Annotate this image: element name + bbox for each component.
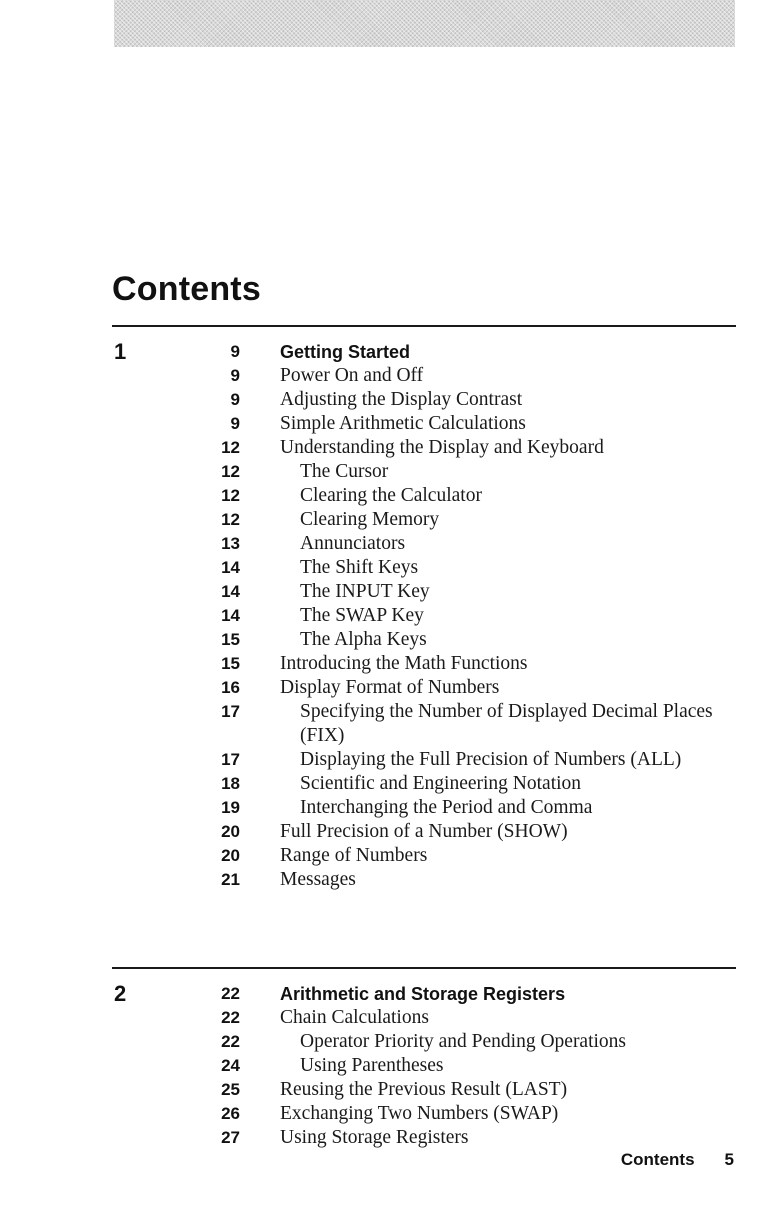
toc-entry-title: Clearing the Calculator <box>300 485 482 506</box>
toc-entry-title: The Shift Keys <box>300 557 419 578</box>
toc-entry-title: Chain Calculations <box>280 1007 429 1028</box>
toc-entry <box>112 676 736 700</box>
toc-entry-page: 18 <box>221 774 240 793</box>
toc-entry-title: Adjusting the Display Contrast <box>280 389 523 410</box>
toc-entry <box>112 772 736 796</box>
toc-entry-page: 20 <box>221 822 240 841</box>
toc-entry-page: 15 <box>221 654 240 673</box>
toc-entry-title: Annunciators <box>300 533 406 554</box>
toc-entry <box>112 580 736 604</box>
toc-entry-page: 15 <box>221 630 240 649</box>
toc-entry-page: 25 <box>221 1080 240 1099</box>
toc-entry <box>112 532 736 556</box>
toc-entry <box>112 460 736 484</box>
toc-entry <box>112 556 736 580</box>
toc-entry-title: Introducing the Math Functions <box>280 653 528 674</box>
toc-entry-page: 14 <box>221 582 240 601</box>
toc-entry-title: Reusing the Previous Result (LAST) <box>280 1079 568 1100</box>
toc-entry <box>112 1006 736 1030</box>
toc-entry <box>112 796 736 820</box>
toc-entry-title: Using Parentheses <box>300 1055 444 1076</box>
toc-entry-title: Specifying the Number of Displayed Decimal Places (FIX) <box>300 701 713 746</box>
toc-entry-title: Exchanging Two Numbers (SWAP) <box>280 1103 559 1124</box>
toc-entry-page: 20 <box>221 846 240 865</box>
chapter-1-divider <box>112 325 736 327</box>
toc-entry-page: 17 <box>221 750 240 769</box>
toc-entry-page: 9 <box>230 414 240 433</box>
toc-entry <box>112 388 736 412</box>
toc-entry-title: Scientific and Engineering Notation <box>300 773 582 794</box>
toc-entry <box>112 412 736 436</box>
toc-entry-title: Range of Numbers <box>280 845 428 866</box>
toc-entry <box>112 982 736 1006</box>
footer-label: Contents <box>620 1150 695 1169</box>
toc-entry-title: Using Storage Registers <box>280 1127 469 1148</box>
chapter-2-entries <box>112 982 736 1150</box>
toc-entry-page: 24 <box>221 1056 240 1075</box>
toc-entry <box>112 1078 736 1102</box>
footer-page-number: 5 <box>724 1150 734 1169</box>
toc-entry-page: 22 <box>221 1032 240 1051</box>
toc-entry-title: Simple Arithmetic Calculations <box>280 413 526 434</box>
chapter-2-divider <box>112 967 736 969</box>
toc-entry-title: Messages <box>280 869 356 890</box>
toc-entry <box>112 700 736 748</box>
toc-entry-title: Arithmetic and Storage Registers <box>280 984 566 1004</box>
toc-entry <box>112 508 736 532</box>
toc-entry <box>112 652 736 676</box>
toc-entry <box>112 436 736 460</box>
toc-entry-page: 14 <box>221 558 240 577</box>
chapter-number: 1 <box>114 339 127 364</box>
toc-entry-title: The Alpha Keys <box>300 629 427 650</box>
toc-entry <box>112 1030 736 1054</box>
toc-entry <box>112 340 736 364</box>
toc-entry <box>112 1126 736 1150</box>
toc-entry <box>112 484 736 508</box>
toc-entry-page: 16 <box>221 678 240 697</box>
toc-entry-title: Display Format of Numbers <box>280 677 500 698</box>
toc-entry <box>112 748 736 772</box>
page-footer <box>560 1150 734 1170</box>
chapter-1-entries <box>112 340 736 892</box>
toc-entry <box>112 1102 736 1126</box>
toc-entry-title: Getting Started <box>280 342 411 362</box>
toc-entry <box>112 628 736 652</box>
toc-entry-title: Interchanging the Period and Comma <box>300 797 593 818</box>
toc-entry <box>112 868 736 892</box>
toc-entry <box>112 604 736 628</box>
toc-entry <box>112 844 736 868</box>
toc-entry-page: 9 <box>230 390 240 409</box>
toc-entry-title: Understanding the Display and Keyboard <box>280 437 604 458</box>
toc-entry-page: 9 <box>230 366 240 385</box>
toc-entry-title: Clearing Memory <box>300 509 440 530</box>
toc-entry-title: Full Precision of a Number (SHOW) <box>280 821 568 842</box>
toc-entry <box>112 364 736 388</box>
toc-entry-title: The INPUT Key <box>300 581 430 602</box>
toc-entry-page: 27 <box>221 1128 240 1147</box>
header-pattern-bar <box>114 0 735 47</box>
toc-entry-page: 26 <box>221 1104 240 1123</box>
toc-entry-page: 9 <box>230 342 240 361</box>
toc-entry-page: 12 <box>221 438 240 457</box>
toc-entry-page: 13 <box>221 534 240 553</box>
toc-entry-title: The SWAP Key <box>300 605 424 626</box>
toc-entry-title: Displaying the Full Precision of Numbers (ALL) <box>300 749 682 770</box>
page-title: Contents <box>112 270 261 308</box>
toc-entry-page: 22 <box>221 1008 240 1027</box>
toc-entry-page: 19 <box>221 798 240 817</box>
toc-entry-page: 14 <box>221 606 240 625</box>
toc-entry-page: 12 <box>221 510 240 529</box>
toc-entry-page: 22 <box>221 984 240 1003</box>
toc-entry-title: Operator Priority and Pending Operations <box>300 1031 627 1052</box>
toc-entry-page: 17 <box>221 702 240 721</box>
toc-entry-title: The Cursor <box>300 461 389 482</box>
toc-entry-page: 12 <box>221 486 240 505</box>
chapter-number: 2 <box>114 981 127 1006</box>
toc-entry-page: 21 <box>221 870 240 889</box>
toc-entry-title: Power On and Off <box>280 365 424 386</box>
toc-entry <box>112 1054 736 1078</box>
toc-entry-page: 12 <box>221 462 240 481</box>
toc-entry <box>112 820 736 844</box>
